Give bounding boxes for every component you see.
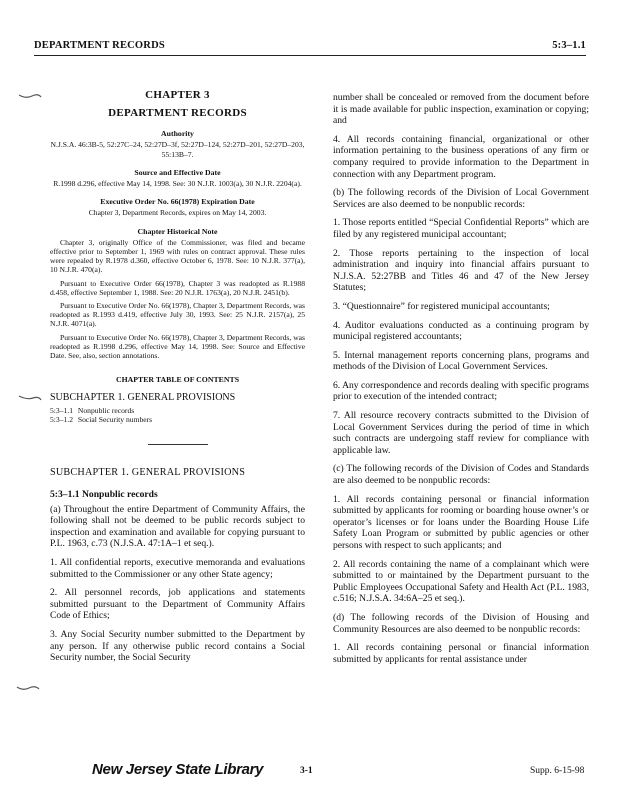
- right-column: [333, 92, 589, 672]
- page-number: 3-1: [300, 766, 313, 776]
- toc-item: [50, 406, 305, 415]
- body-paragraph: 1. All records containing personal or financial information submitted by applicants for rental assistance under: [333, 642, 589, 665]
- history-paragraph: Chapter 3, originally Office of the Commissioner, was filed and became effective prior to September 1, 1969 with rules on contract approval. These rules were repealed by R.1978 d.360, effective October 6, 1978. See: 10 N.J.R. 377(a), 10 N.J.R. 470(a).: [50, 237, 305, 275]
- toc-item-title: Nonpublic records: [77, 406, 135, 416]
- chapter-notes: [50, 129, 305, 360]
- body-paragraph: 3. Any Social Security number submitted to the Department by any person. If any otherwise public record contains a Social Security number, the Social Security: [50, 628, 305, 664]
- running-head: [34, 40, 586, 56]
- margin-mark: [16, 684, 40, 692]
- authority-label: Authority: [161, 129, 194, 139]
- supplement-date: Supp. 6-15-98: [530, 766, 585, 776]
- history-paragraph: Pursuant to Executive Order No. 66(1978), Chapter 3, Department Records, was readopted as R.1998 d.296, effective May 14, 1998. See: Source and Effective Date. See, also, section annotations.: [50, 332, 305, 361]
- expiration-label: Executive Order No. 66(1978) Expiration Date: [100, 197, 255, 207]
- history-paragraph: Pursuant to Executive Order 66(1978), Chapter 3 was readopted as R.1988 d.458, effective September 1, 1988. See: 20 N.J.R. 1763(a), 20 N.J.R. 2451(b).: [50, 278, 305, 297]
- body-paragraph: number shall be concealed or removed from the document before it is made available for public inspection, examination or copying; and: [333, 92, 589, 127]
- running-head-title: DEPARTMENT RECORDS: [34, 40, 165, 51]
- history-paragraph: Pursuant to Executive Order No. 66(1978), Chapter 3, Department Records, was readopted as R.1993 d.419, effective July 30, 1993. See: 25 N.J.R. 2157(a), 25 N.J.R. 4071(a).: [50, 301, 305, 329]
- margin-mark: [18, 394, 42, 402]
- chapter-title: DEPARTMENT RECORDS: [108, 106, 247, 119]
- body-paragraph: 2. All records containing the name of a complainant which were submitted to or maintained by the Department pursuant to the Public Employees Occupational Safety and Health Act (P.L. 1983, c.516; N.J.S.A. 34:6A–25 et seq.).: [333, 558, 589, 605]
- toc-heading: CHAPTER TABLE OF CONTENTS: [115, 375, 240, 385]
- body-paragraph: 4. All records containing financial, organizational or other information pertaining to the business operations of any firm or company required to provide information to the Department in connection with any Department program.: [333, 133, 589, 180]
- body-paragraph: (b) The following records of the Division of Local Government Services are also deemed to be nonpublic records:: [333, 187, 589, 210]
- toc-item-section: 5:3–1.2: [50, 415, 73, 425]
- toc-item-section: 5:3–1.1: [50, 406, 73, 416]
- history-label: Chapter Historical Note: [137, 226, 218, 236]
- source-text: R.1998 d.296, effective May 14, 1998. See: 30 N.J.R. 1003(a), 30 N.J.R. 2204(a).: [53, 179, 302, 188]
- body-paragraph: 2. Those reports pertaining to the inspection of local administration and inquiry into financial affairs pursuant to N.J.S.A. 52:27BB and Titles 46 and 47 of the New Jersey Statutes;: [333, 247, 589, 294]
- header-rule: [34, 55, 586, 56]
- body-paragraph: 1. Those reports entitled “Special Confidential Reports” which are filed by any registered municipal accountant;: [333, 217, 589, 240]
- body-paragraph: 2. All personnel records, job applications and statements submitted pursuant to the Department of Community Affairs Code of Ethics;: [50, 587, 305, 622]
- subchapter-heading: SUBCHAPTER 1. GENERAL PROVISIONS: [50, 467, 246, 479]
- body-paragraph: 1. All records containing personal or financial information submitted by applicants for rooming or boarding house owner’s or operator’s licenses or for loans under the Boarding House Life Safety Loan Program or submitted by public agencies or other persons with respect to such applicants; and: [333, 493, 589, 551]
- body-paragraph: (c) The following records of the Division of Codes and Standards are also deemed to be nonpublic records:: [333, 463, 589, 487]
- body-paragraph: 6. Any correspondence and records dealing with specific programs prior to execution of the intended contract;: [333, 379, 590, 403]
- toc-item: [50, 415, 305, 424]
- margin-mark: [18, 92, 42, 100]
- body-paragraph: (a) Throughout the entire Department of Community Affairs, the following shall not be deemed to be public records subject to inspection and examination and available for copying pursuant to P.L. 1963, c.73 (N.J.S.A. 47:1A–1 et seq.).: [50, 503, 305, 550]
- authority-text: N.J.S.A. 46:3B-5, 52:27C–24, 52:27D–3f, 52:27D–124, 52:27D–201, 52:27D–203, 55:13B–7.: [50, 140, 305, 159]
- source-label: Source and Effective Date: [134, 167, 221, 177]
- running-head-section: 5:3–1.1: [552, 40, 586, 51]
- toc-item-title: Social Security numbers: [77, 415, 153, 425]
- divider: [148, 444, 208, 445]
- body-paragraph: (d) The following records of the Division of Housing and Community Resources are also deemed to be nonpublic records:: [333, 611, 589, 635]
- library-stamp: New Jersey State Library: [92, 761, 264, 778]
- body-paragraph: 5. Internal management reports concerning plans, programs and methods of the Division of Local Government Services.: [333, 349, 589, 373]
- body-paragraph: 3. “Questionnaire” for registered municipal accountants;: [333, 300, 550, 312]
- left-column: [50, 90, 305, 671]
- section-heading: 5:3–1.1 Nonpublic records: [50, 489, 158, 501]
- body-paragraph: 4. Auditor evaluations conducted as a continuing program by municipal registered accountants;: [333, 319, 589, 343]
- expiration-text: Chapter 3, Department Records, expires on May 14, 2003.: [88, 208, 267, 218]
- body-paragraph: 1. All confidential reports, executive memoranda and evaluations submitted to the Commissioner or any other State agency;: [50, 557, 305, 580]
- toc-subchapter: SUBCHAPTER 1. GENERAL PROVISIONS: [50, 391, 236, 403]
- body-paragraph: 7. All resource recovery contracts submitted to the Division of Local Government Services during the period of time in which such contracts are undergoing staff review for compliance with applicable law.: [333, 410, 589, 456]
- chapter-number: CHAPTER 3: [145, 89, 210, 101]
